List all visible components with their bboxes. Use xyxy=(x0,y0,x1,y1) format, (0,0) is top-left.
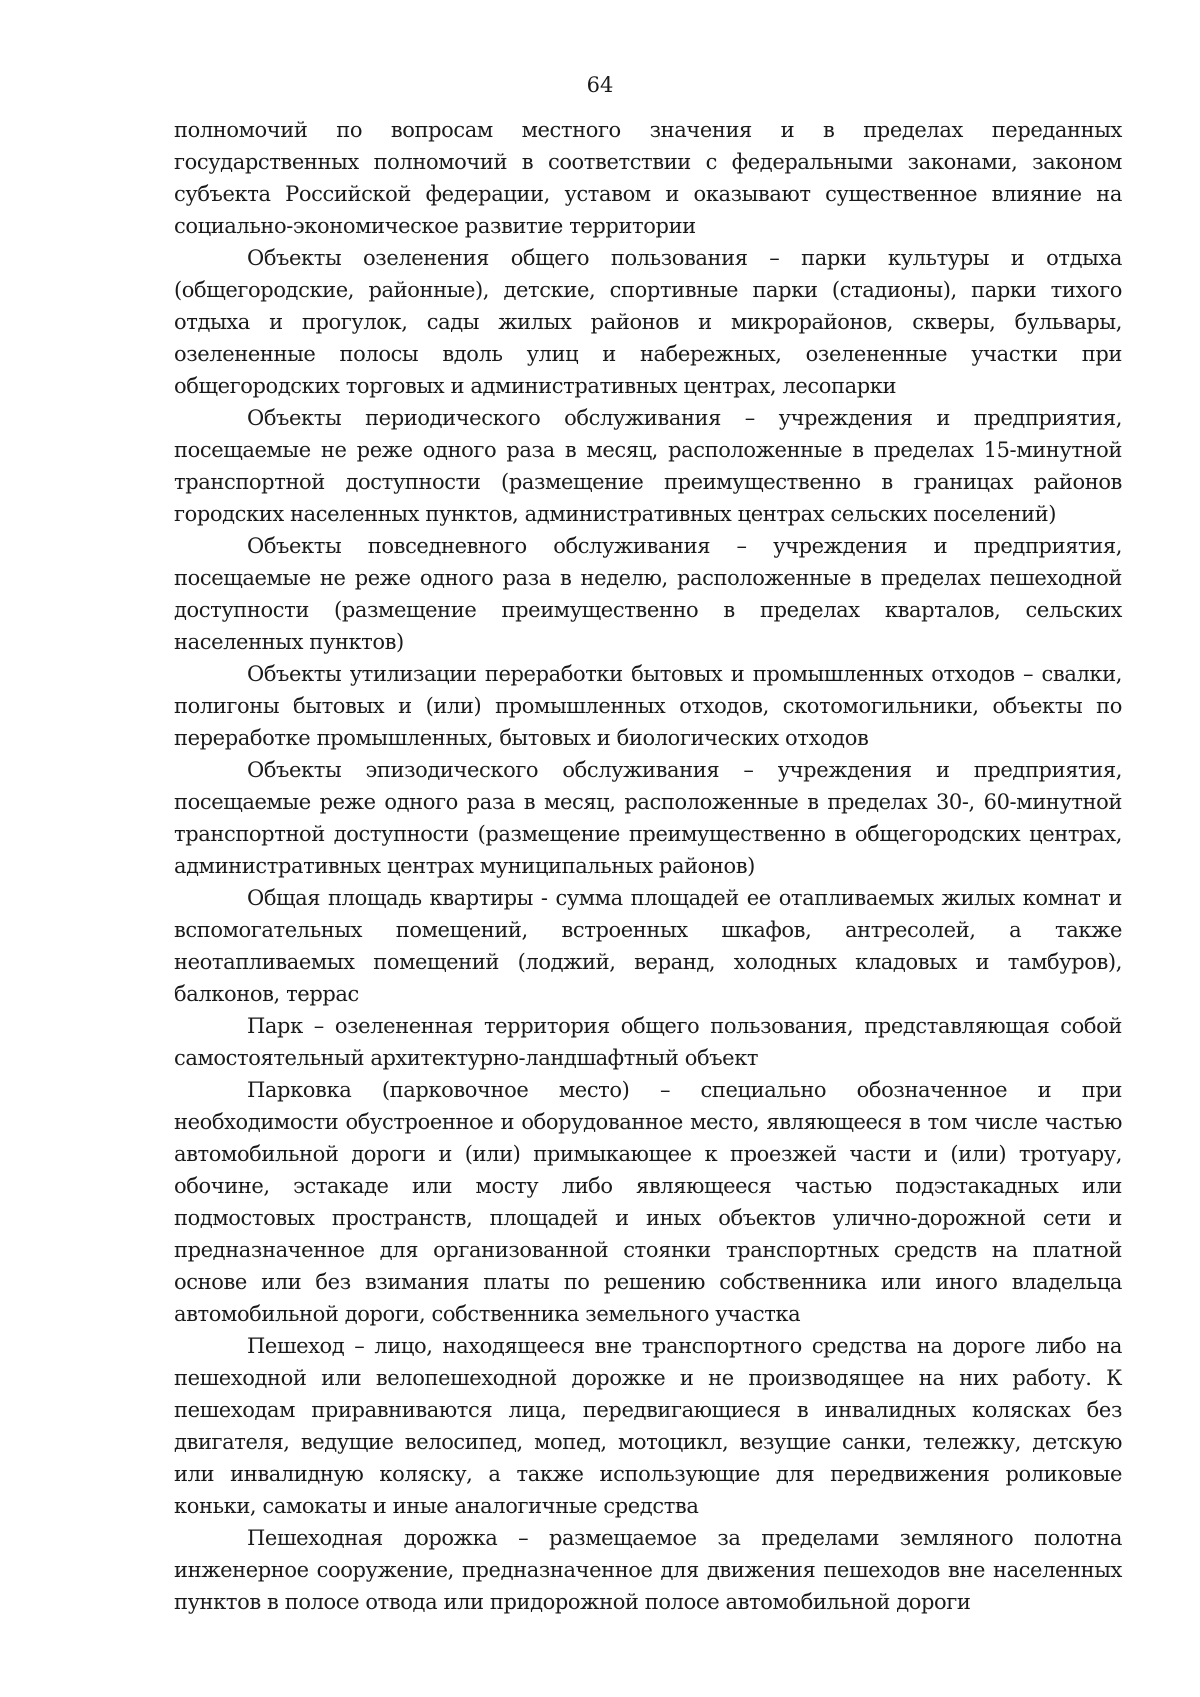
paragraph-landscaping-objects: Объекты озеленения общего пользования – парки культуры и отдыха (общегородские, районные), детские, спортивные парки (стадионы), парки тихого отдыха и прогулок, сады жилых районов и микрорайонов, скверы, бульвары, озелененные полосы вдоль улиц и набережных, озелененные участки при общегородских торговых и административных центрах, лесопарки xyxy=(174,246,1122,398)
paragraph-parking: Парковка (парковочное место) – специально обозначенное и при необходимости обустроенное и оборудованное место, являющееся в том числе частью автомобильной дороги и (или) примыкающее к проезжей части и (или) тротуару, обочине, эстакаде или мосту либо являющееся частью подэстакадных или подмостовых пространств, площадей и иных объектов улично-дорожной сети и предназначенное для организованной стоянки транспортных средств на платной основе или без взимания платы по решению собственника или иного владельца автомобильной дороги, собственника земельного участка xyxy=(174,1078,1122,1326)
paragraph-waste-disposal-objects: Объекты утилизации переработки бытовых и промышленных отходов – свалки, полигоны бытовых и (или) промышленных отходов, скотомогильники, объекты по переработке промышленных, бытовых и биологических отходов xyxy=(174,662,1122,750)
paragraph-park: Парк – озелененная территория общего пользования, представляющая собой самостоятельный архитектурно-ландшафтный объект xyxy=(174,1014,1122,1070)
paragraph-continuation: полномочий по вопросам местного значения и в пределах переданных государственных полномочий в соответствии с федеральными законами, законом субъекта Российской федерации, уставом и оказывают существенное влияние на социально-экономическое развитие территории xyxy=(174,118,1122,238)
paragraph-apartment-total-area: Общая площадь квартиры - сумма площадей ее отапливаемых жилых комнат и вспомогательных помещений, встроенных шкафов, антресолей, а также неотапливаемых помещений (лоджий, веранд, холодных кладовых и тамбуров), балконов, террас xyxy=(174,886,1122,1006)
page-number: 64 xyxy=(586,73,614,97)
paragraph-pedestrian: Пешеход – лицо, находящееся вне транспортного средства на дороге либо на пешеходной или велопешеходной дорожке и не производящее на них работу. К пешеходам приравниваются лица, передвигающиеся в инвалидных колясках без двигателя, ведущие велосипед, мопед, мотоцикл, везущие санки, тележку, детскую или инвалидную коляску, а также использующие для передвижения роликовые коньки, самокаты и иные аналогичные средства xyxy=(174,1334,1122,1518)
paragraph-pedestrian-path: Пешеходная дорожка – размещаемое за пределами земляного полотна инженерное сооружение, предназначенное для движения пешеходов вне населенных пунктов в полосе отвода или придорожной полосе автомобильной дороги xyxy=(174,1526,1122,1614)
paragraph-episodic-service-objects: Объекты эпизодического обслуживания – учреждения и предприятия, посещаемые реже одного раза в месяц, расположенные в пределах 30-, 60-минутной транспортной доступности (размещение преимущественно в общегородских центрах, административных центрах муниципальных районов) xyxy=(174,758,1122,878)
paragraph-periodic-service-objects: Объекты периодического обслуживания – учреждения и предприятия, посещаемые не реже одного раза в месяц, расположенные в пределах 15-минутной транспортной доступности (размещение преимущественно в границах районов городских населенных пунктов, административных центрах сельских поселений) xyxy=(174,406,1122,526)
paragraph-daily-service-objects: Объекты повседневного обслуживания – учреждения и предприятия, посещаемые не реже одного раза в неделю, расположенные в пределах пешеходной доступности (размещение преимущественно в пределах кварталов, сельских населенных пунктов) xyxy=(174,534,1122,654)
document-body xyxy=(174,114,1122,1618)
